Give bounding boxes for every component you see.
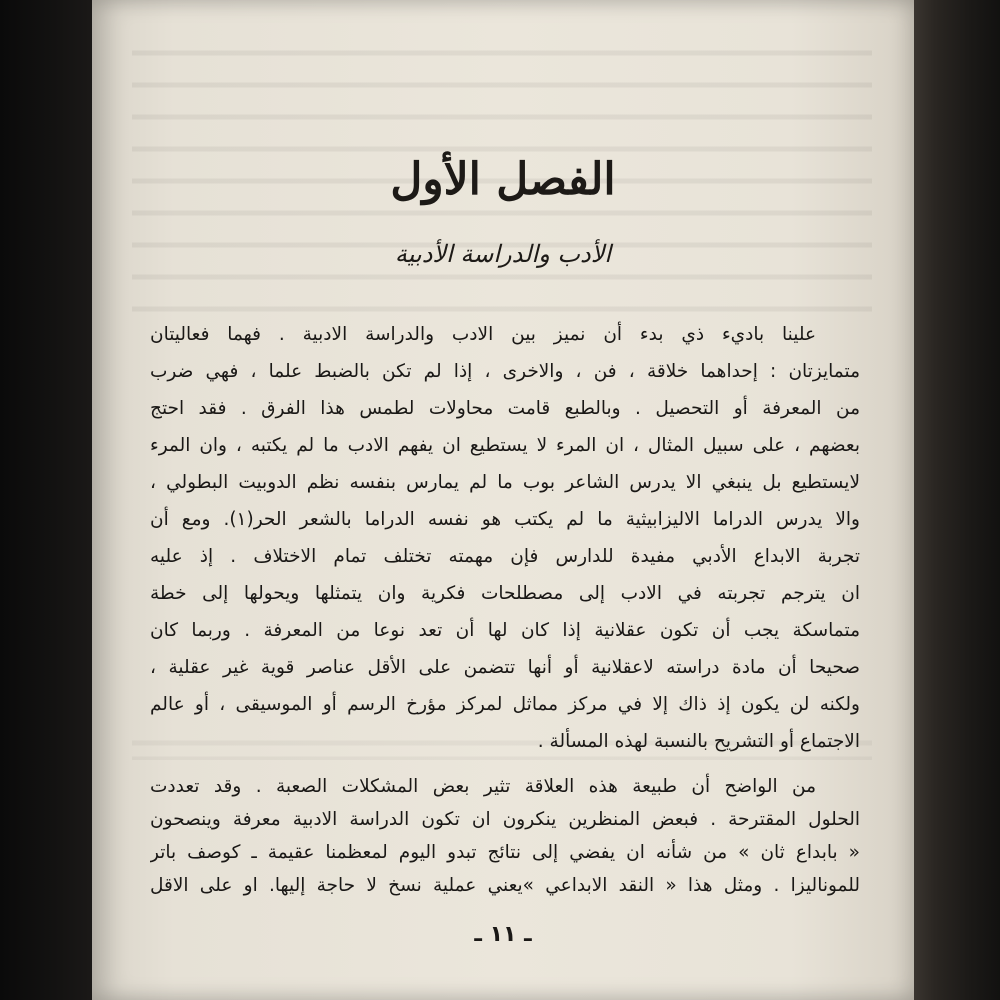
- chapter-title: الفصل الأول: [390, 154, 616, 205]
- paragraph-2: [150, 770, 860, 902]
- text-line: الحلول المقترحة . فبعض المنظرين ينكرون ان تكون الدراسة الادبية معرفة وينصحون: [150, 809, 860, 830]
- page-number: ـ ١١ ـ: [474, 922, 532, 947]
- text-line: من الواضح أن طبيعة هذه العلاقة تثير بعض المشكلات الصعبة . وقد تعددت: [150, 776, 816, 797]
- text-line: ولكنه لن يكون إذ ذاك إلا في مركز مماثل لمركز مؤرخ الرسم أو الموسيقى ، أو عالم: [150, 694, 860, 715]
- body-text: [150, 316, 860, 902]
- text-line: علينا باديء ذي بدء أن نميز بين الادب والدراسة الادبية . فهما فعاليتان: [150, 324, 816, 345]
- book-page: [92, 0, 914, 1000]
- text-line: متماسكة يجب أن تكون عقلانية إذا كان لها أن تعد نوعا من المعرفة . وربما كان: [150, 620, 860, 641]
- text-line: من المعرفة أو التحصيل . وبالطبع قامت محاولات لطمس هذا الفرق . فقد احتج: [150, 398, 860, 419]
- text-line: تجربة الابداع الأدبي مفيدة للدارس فإن مهمته تختلف تمام الاختلاف . إذ عليه: [150, 546, 860, 567]
- text-line: لايستطيع بل ينبغي الا يدرس الشاعر بوب ما لم يمارس بنفسه نظم الدوبيت البطولي ،: [150, 472, 860, 493]
- text-line: متمايزتان : إحداهما خلاقة ، فن ، والاخرى ، إذا لم تكن بالضبط علما ، فهي ضرب: [150, 361, 860, 382]
- text-line: الاجتماع أو التشريح بالنسبة لهذه المسألة .: [537, 731, 860, 752]
- text-line: للموناليزا . ومثل هذا « النقد الابداعي »يعني عملية نسخ لا حاجة إليها. او على الاقل: [150, 875, 860, 896]
- paragraph-1: [150, 316, 860, 760]
- book-right-edge: [910, 0, 1000, 1000]
- chapter-subtitle: الأدب والدراسة الأدبية: [394, 240, 612, 268]
- text-line: بعضهم ، على سبيل المثال ، ان المرء لا يستطيع ان يفهم الادب ما لم يكتبه ، وان المرء: [150, 435, 860, 456]
- text-line: ان يترجم تجربته في الادب إلى مصطلحات فكرية وان يتمثلها ويحولها إلى خطة: [150, 583, 860, 604]
- text-line: والا يدرس الدراما الاليزابيثية ما لم يكتب هو نفسه الدراما بالشعر الحر(١). ومع أن: [150, 509, 860, 530]
- text-line: « بابداع ثان » من شأنه ان يفضي إلى نتائج تبدو اليوم لمعظمنا عقيمة ـ كوصف باتر: [150, 842, 860, 863]
- text-line: صحيحا أن مادة دراسته لاعقلانية أو أنها تتضمن على الأقل عناصر قوية غير عقلية ،: [150, 657, 860, 678]
